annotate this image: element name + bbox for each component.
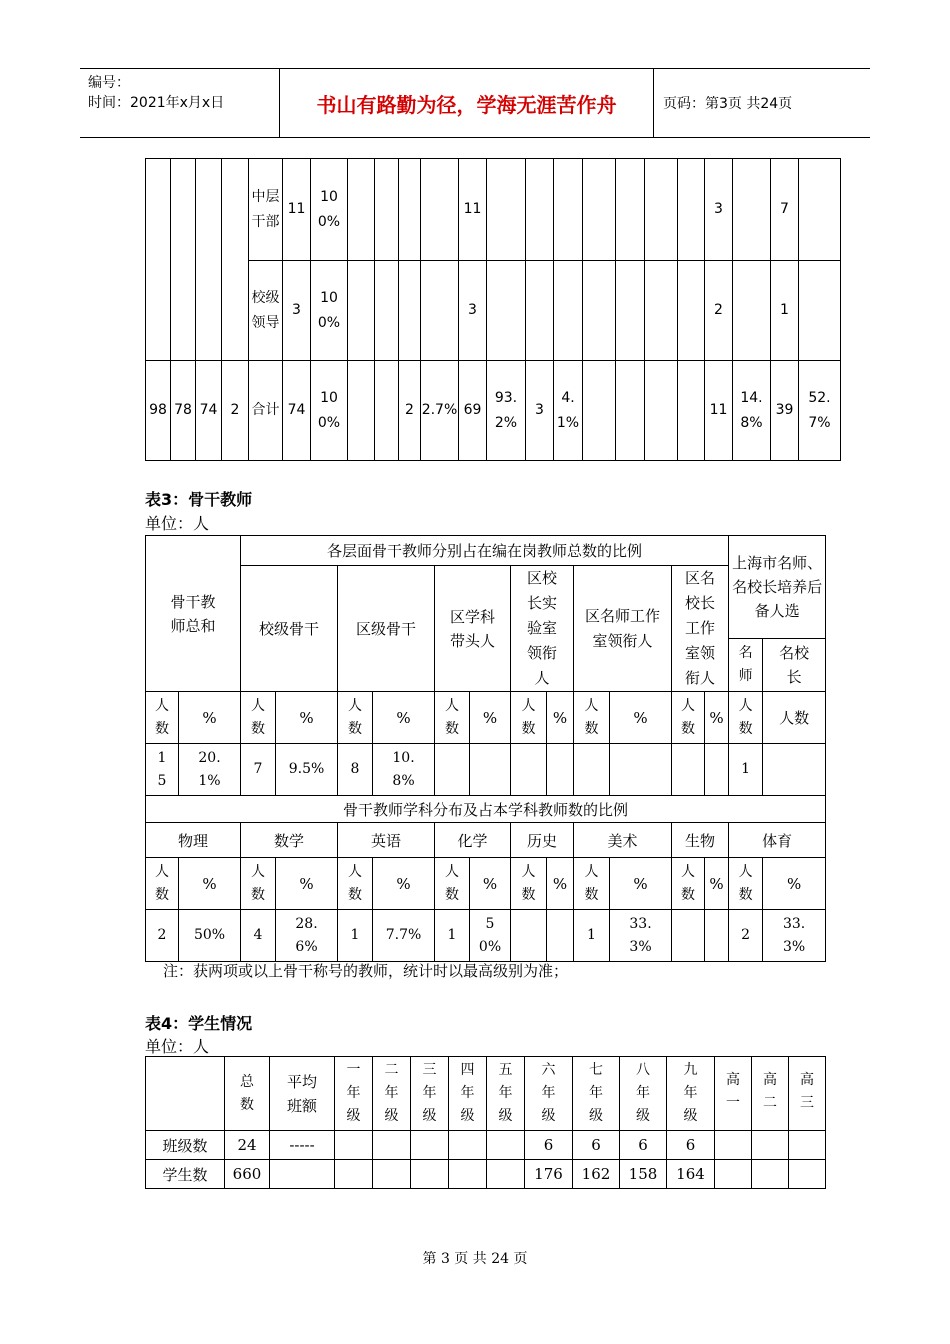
table-row: 骨干教师学科分布及占本学科教师数的比例	[146, 796, 826, 823]
header-meta	[80, 69, 280, 137]
table4-unit: 单位：人	[145, 1037, 210, 1056]
table-row: 学生数 660 176 162 158 164	[146, 1160, 826, 1189]
table4-caption: 表4：学生情况	[145, 1014, 253, 1033]
table-row: 校级骨干 区级骨干 区学科带头人 区校长实验室领衔人 区名师工作室领衔人 区名校长工作室领衔人	[146, 566, 826, 639]
h-total: 骨干教师总和	[146, 536, 241, 692]
table-row-units: 人数 % 人数 % 人数 % 人数 % 人数 % 人数 % 人数 % 人数 %	[146, 858, 826, 910]
table-row-data: 15 20.1% 7 9.5% 8 10.8% 1	[146, 744, 826, 796]
table-row: 中层干部 11 100% 11 3 7	[146, 159, 841, 261]
table-row-total: 98 78 74 2 合计 74 100% 2 2.7% 69 93.2% 3 4.1% 11 14.8% 39 52.7%	[146, 361, 841, 461]
table3-caption: 表3：骨干教师	[145, 490, 253, 509]
h-sh: 上海市名师、名校长培养后备人选	[729, 536, 826, 639]
table-students	[145, 1056, 826, 1189]
table-row-data: 2 50% 4 28.6% 1 7.7% 1 50% 1 33.3% 2 33.3%	[146, 910, 826, 962]
time-label: 时间：2021年x月x日	[88, 95, 225, 111]
table-row: 校级领导 3 100% 3 2 1	[146, 261, 841, 361]
table-row	[146, 536, 826, 566]
header-slogan: 书山有路勤为径，学海无涯苦作舟	[280, 69, 654, 137]
table-row: 名师 名校长	[146, 639, 826, 692]
h-ratio: 各层面骨干教师分别占在编在岗教师总数的比例	[241, 536, 729, 566]
table3-note: 注：获两项或以上骨干称号的教师，统计时以最高级别为准；	[163, 962, 569, 980]
table-row-units: 人数 % 人数 % 人数 % 人数 % 人数 % 人数 % 人数 % 人数 人数	[146, 692, 826, 744]
table-key-teachers	[145, 535, 826, 962]
code-label: 编号：	[88, 75, 130, 91]
header-page-label: 页码：第3页 共24页	[663, 96, 793, 112]
table-staff-continued	[145, 158, 841, 461]
page-header	[80, 68, 870, 138]
table-row-subjects: 物理 数学 英语 化学 历史 美术 生物 体育	[146, 823, 826, 858]
table-row: 班级数 24 ----- 6 6 6 6	[146, 1131, 826, 1160]
table3-unit: 单位：人	[145, 514, 210, 533]
page-footer: 第 3 页 共 24 页	[422, 1251, 528, 1267]
table-header-row: 总数 平均班额 一年级 二年级 三年级 四年级 五年级 六年级 七年级 八年级 九年级 高一 高二 高三	[146, 1057, 826, 1131]
